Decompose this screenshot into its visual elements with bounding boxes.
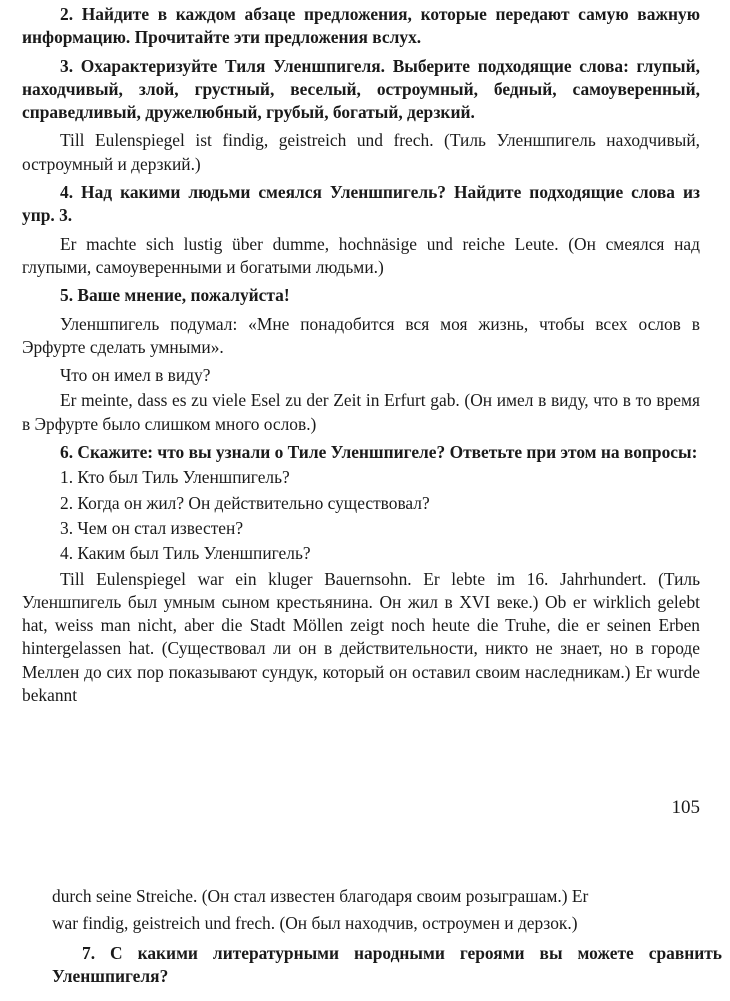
exercise-4 [22, 181, 700, 228]
exercise-number: 6. Скажите: что вы узнали о Тиле Уленшпигеле? Ответьте при этом на вопросы: [60, 442, 698, 463]
next-page-block [52, 885, 722, 992]
exercise-5-quote: Уленшпигель подумал: «Мне понадобится вся моя жизнь, чтобы всех ослов в Эрфурте сделать умными». [22, 313, 700, 357]
exercise-number: 5. Ваше мнение, пожалуйста! [60, 285, 290, 306]
exercise-6-question-4: 4. Каким был Тиль Уленшпигель? [60, 543, 311, 564]
page-number: 105 [671, 797, 700, 818]
continuation-line-2: war findig, geistreich und frech. (Он был находчив, остроумен и дерзок.) [52, 913, 578, 934]
exercise-6-question-2: 2. Когда он жил? Он действительно существовал? [60, 492, 430, 513]
exercise-number: 2. Найдите в каждом абзаце предложения, которые передают самую важную информацию. Прочитайте эти предложения вслух. [22, 4, 700, 48]
exercise-5 [22, 284, 700, 307]
continuation-line-1: durch seine Streiche. (Он стал известен благодаря своим розыграшам.) Er [52, 886, 589, 906]
exercise-5-question: Что он имел в виду? [60, 365, 211, 386]
exercise-6 [22, 441, 700, 464]
exercise-2 [22, 3, 700, 50]
exercise-3-answer: Till Eulenspiegel ist findig, geistreich und frech. (Тиль Уленшпигель находчивый, остроумный и дерзкий.) [22, 130, 700, 174]
exercise-6-question-3: 3. Чем он стал известен? [60, 517, 244, 538]
exercise-number: 3. Охарактеризуйте Тиля Уленшпигеля. Выберите подходящие слова: глупый, находчивый, злой, грустный, веселый, остроумный, бедный, самоуверенный, справедливый, дружелюбный, грубый, богатый, дерзкий. [22, 55, 700, 123]
exercise-number: 7. С какими литературными народными героями вы можете сравнить Уленшпигеля? [52, 942, 722, 986]
exercise-6-question-1: 1. Кто был Тиль Уленшпигель? [60, 467, 290, 488]
exercise-6-answer: Till Eulenspiegel war ein kluger Bauernsohn. Er lebte im 16. Jahrhundert. (Тиль Уленшпигель был умным сыном крестьянина. Он жил в XVI веке.) Ob er wirklich gelebt hat, weiss man nicht, aber die Stadt Möllen zeigt noch heute die Truhe, die er seinen Erben hintergelassen hat. (Существовал ли он в действительности, никто не знает, но в городе Меллен до сих пор показывают сундук, который он оставил своим наследникам.) Er wurde bekannt [22, 568, 700, 706]
exercise-5-answer: Er meinte, dass es zu viele Esel zu der Zeit in Erfurt gab. (Он имел в виду, что в то время в Эрфурте было слишком много ослов.) [22, 390, 700, 434]
exercise-7 [52, 942, 722, 989]
exercise-number: 4. Над какими людьми смеялся Уленшпигель? Найдите подходящие слова из упр. 3. [22, 182, 700, 226]
exercise-3 [22, 55, 700, 125]
upper-text-block [22, 3, 700, 712]
exercise-4-answer: Er machte sich lustig über dumme, hochnäsige und reiche Leute. (Он смеялся над глупыми, самоуверенными и богатыми людьми.) [22, 233, 700, 277]
